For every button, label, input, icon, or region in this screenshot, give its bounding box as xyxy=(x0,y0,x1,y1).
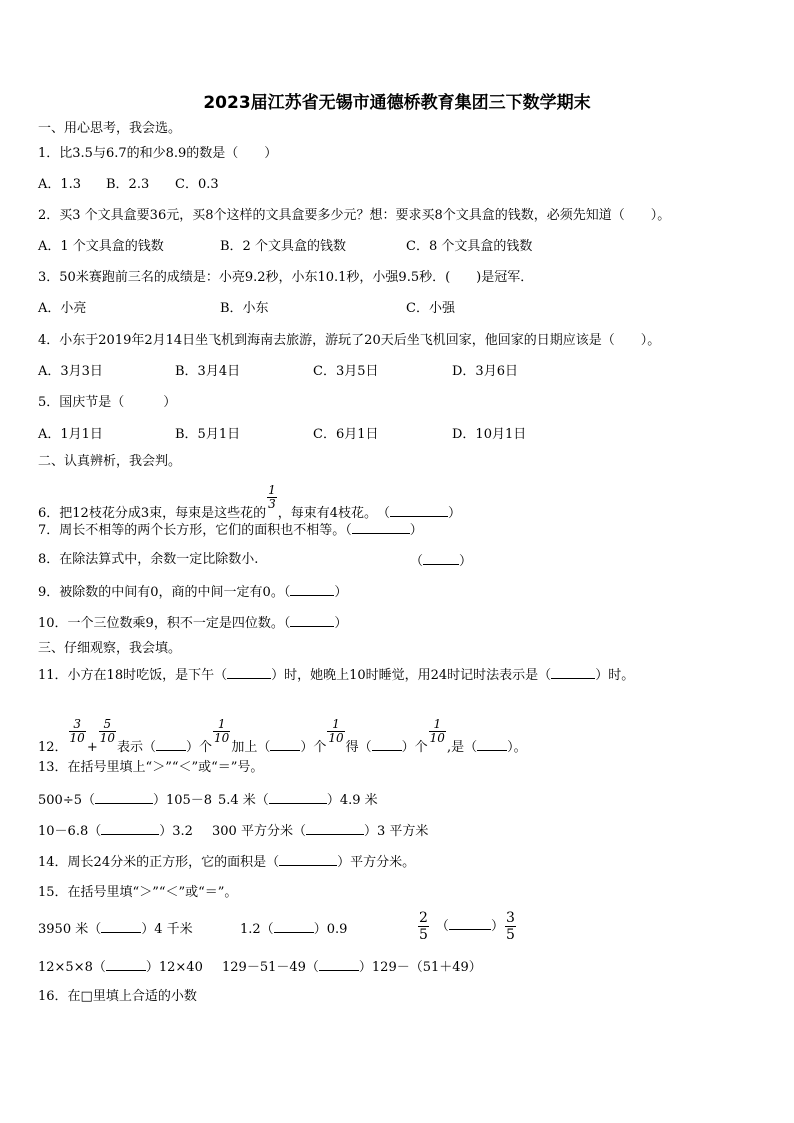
question-9: 9．被除数的中间有0，商的中间一定有0。（ ） xyxy=(38,585,348,600)
q15-item-4: 12×5×8（ ）12×40 xyxy=(38,960,203,975)
question-6: 6．把12枝花分成3束，每束是这些花的 $\frac{1}{3}$ ，每束有4枝花。 （ ） xyxy=(38,483,462,521)
q5-option-d: D．10月1日 xyxy=(452,427,527,442)
section-heading-3: 三、仔细观察，我会填。 xyxy=(38,641,182,656)
q12-fraction-4: $\frac{1}{10}$ xyxy=(328,717,344,745)
q1-option-b: B．2.3 xyxy=(106,177,150,192)
q14-answer-blank[interactable] xyxy=(279,853,337,866)
question-2: 2．买3 个文具盒要36元，买8个这样的文具盒要多少元？想：要求买8个文具盒的钱数，必须先知道（ ）。 xyxy=(38,208,671,223)
q15-item-3: $\frac{2}{5}$ （ ） $\frac{3}{5}$ xyxy=(419,910,515,943)
q15-blank-1[interactable] xyxy=(101,920,141,933)
q13-blank-3[interactable] xyxy=(101,822,159,835)
q11-blank-2[interactable] xyxy=(551,666,595,679)
q12-blank-3[interactable] xyxy=(372,738,402,751)
q4-option-c: C．3月5日 xyxy=(313,364,379,379)
q13-blank-4[interactable] xyxy=(306,822,364,835)
q15-blank-4[interactable] xyxy=(106,958,146,971)
q6-fraction: $\frac{1}{3}$ xyxy=(268,483,276,511)
q7-answer-blank[interactable] xyxy=(352,521,410,534)
q13-item-2: 5.4 米（ ）4.9 米 xyxy=(218,793,378,808)
q3-option-a: A．小亮 xyxy=(38,301,87,316)
q5-option-c: C．6月1日 xyxy=(313,427,379,442)
q2-option-a: A．1 个文具盒的钱数 xyxy=(38,239,164,254)
q12-blank-4[interactable] xyxy=(477,738,507,751)
question-5: 5．国庆节是（ ） xyxy=(38,395,177,410)
question-10: 10．一个三位数乘9，积不一定是四位数。（ ） xyxy=(38,616,348,631)
question-14: 14．周长24分米的正方形，它的面积是（ ）平方分米。 xyxy=(38,855,416,870)
question-16: 16．在□里填上合适的小数 xyxy=(38,989,197,1004)
q15-item-1: 3950 米（ ）4 千米 xyxy=(38,922,193,937)
q11-blank-1[interactable] xyxy=(227,666,271,679)
question-13: 13．在括号里填上“＞”“＜”或“＝”号。 xyxy=(38,760,264,775)
question-11: 11．小方在18时吃饭，是下午（ ）时，她晚上10时睡觉，用24时记时法表示是（ ）时。 xyxy=(38,668,635,683)
q13-blank-2[interactable] xyxy=(269,791,327,804)
q8-answer-blank[interactable] xyxy=(423,552,459,565)
q9-answer-blank[interactable] xyxy=(290,583,334,596)
question-15: 15．在括号里填“＞”“＜”或“＝”。 xyxy=(38,885,238,900)
q10-answer-blank[interactable] xyxy=(290,614,334,627)
q13-item-3: 10－6.8（ ）3.2 xyxy=(38,824,193,839)
q12-fraction-2: $\frac{5}{10}$ xyxy=(99,717,116,745)
q15-fraction-1: $\frac{2}{5}$ xyxy=(419,910,428,943)
q12-blank-1[interactable] xyxy=(156,738,186,751)
q8-answer: （ ） xyxy=(410,554,473,569)
q5-option-a: A．1月1日 xyxy=(38,427,103,442)
q12-blank-2[interactable] xyxy=(270,738,300,751)
q12-fraction-1: $\frac{3}{10}$ xyxy=(69,717,85,745)
q15-fraction-2: $\frac{3}{5}$ xyxy=(505,910,515,943)
q15-blank-5[interactable] xyxy=(319,958,359,971)
question-3: 3．50米赛跑前三名的成绩是：小亮9.2秒，小东10.1秒，小强9.5秒．( )是冠军． xyxy=(38,270,534,285)
q3-option-b: B．小东 xyxy=(220,301,269,316)
q13-item-4: 300 平方分米（ ）3 平方米 xyxy=(212,824,429,839)
q15-blank-3[interactable] xyxy=(449,917,491,930)
section-heading-2: 二、认真辨析，我会判。 xyxy=(38,454,182,469)
q15-blank-2[interactable] xyxy=(274,920,314,933)
q4-option-a: A．3月3日 xyxy=(38,364,103,379)
q15-item-5: 129－51－49（ ）129－（51＋49） xyxy=(222,960,482,975)
question-12: 12． $\frac{3}{10}$ + $\frac{5}{10}$ 表示（ ）个 $\frac{1}{10}$ 加上（ ）个 $\frac{1}{10}$ 得（ ）个 $\frac{1}{10}$ ,是（ ）。 xyxy=(38,717,527,755)
question-8: 8．在除法算式中，余数一定比除数小. xyxy=(38,552,259,567)
question-1: 1．比3.5与6.7的和少8.9的数是（ ） xyxy=(38,146,278,161)
q15-item-2: 1.2（ ）0.9 xyxy=(240,922,348,937)
q5-option-b: B．5月1日 xyxy=(175,427,241,442)
q1-option-c: C．0.3 xyxy=(175,177,219,192)
q3-option-c: C．小强 xyxy=(406,301,455,316)
q1-option-a: A．1.3 xyxy=(38,177,82,192)
q13-item-1: 500÷5（ ）105－8 xyxy=(38,793,213,808)
q6-answer-blank[interactable] xyxy=(390,504,448,517)
q13-blank-1[interactable] xyxy=(95,791,153,804)
q4-option-b: B．3月4日 xyxy=(175,364,241,379)
q2-option-c: C．8 个文具盒的钱数 xyxy=(406,239,533,254)
page-title: 2023届江苏省无锡市通德桥教育集团三下数学期末 xyxy=(203,93,591,113)
q2-option-b: B．2 个文具盒的钱数 xyxy=(220,239,346,254)
q12-fraction-3: $\frac{1}{10}$ xyxy=(214,717,230,745)
q12-fraction-5: $\frac{1}{10}$ xyxy=(429,717,445,745)
q4-option-d: D．3月6日 xyxy=(452,364,518,379)
question-4: 4．小东于2019年2月14日坐飞机到海南去旅游，游玩了20天后坐飞机回家，他回家的日期应该是（ ）。 xyxy=(38,333,661,348)
question-7: 7．周长不相等的两个长方形，它们的面积也不相等。（ ） xyxy=(38,523,423,538)
section-heading-1: 一、用心思考，我会选。 xyxy=(38,121,182,136)
